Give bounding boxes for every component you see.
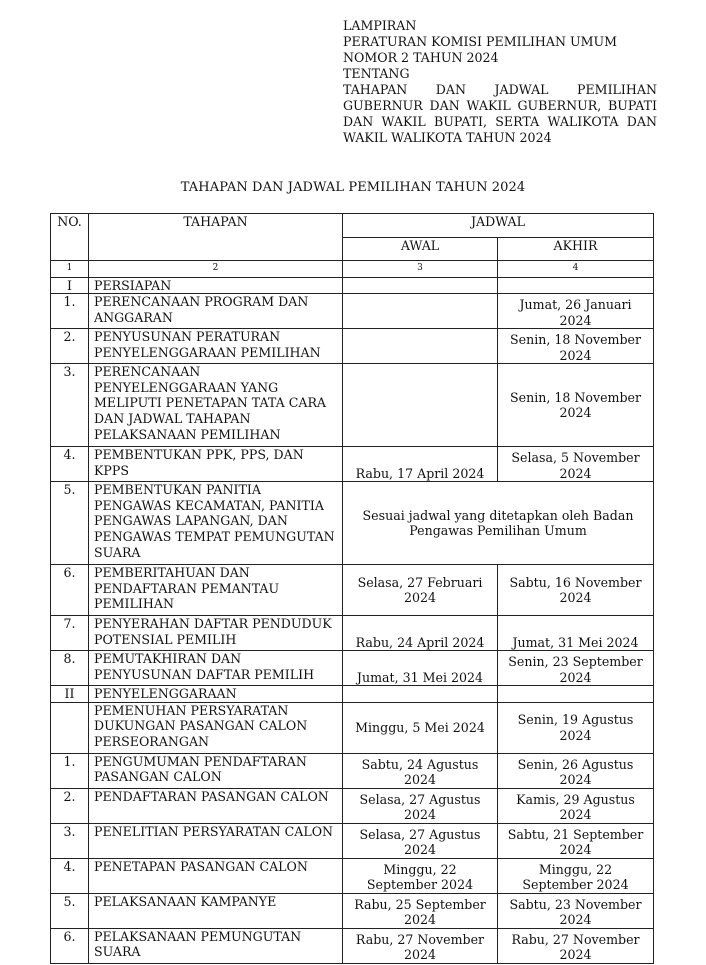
row-awal: Minggu, 22 September 2024: [343, 858, 498, 893]
row-no: [51, 702, 89, 753]
row-akhir: Senin, 23 September 2024: [498, 651, 654, 686]
row-akhir: [498, 277, 654, 294]
row-akhir: Sabtu, 21 September 2024: [498, 823, 654, 858]
table-row: [51, 858, 654, 893]
header-awal: AWAL: [343, 238, 498, 261]
header-no: NO.: [51, 214, 89, 261]
row-akhir: Senin, 19 Agustus 2024: [498, 702, 654, 753]
row-awal: Minggu, 5 Mei 2024: [343, 702, 498, 753]
row-awal: Selasa, 27 Agustus 2024: [343, 823, 498, 858]
row-merged-schedule: Sesuai jadwal yang ditetapkan oleh Badan Pengawas Pemilihan Umum: [343, 482, 654, 565]
lampiran-line: GUBERNUR DAN WAKIL GUBERNUR, BUPATI: [343, 98, 657, 113]
column-number-row: [51, 261, 654, 278]
row-no: 8.: [51, 651, 89, 686]
row-tahapan: PENETAPAN PASANGAN CALON: [89, 858, 343, 893]
table-row: [51, 294, 654, 329]
table-row: [51, 482, 654, 565]
table-row: [51, 364, 654, 447]
row-akhir: Senin, 18 November 2024: [498, 329, 654, 364]
row-tahapan: PENYUSUNAN PERATURAN PENYELENGGARAAN PEMILIHAN: [89, 329, 343, 364]
row-no: 6.: [51, 565, 89, 616]
table-row: [51, 447, 654, 482]
row-no: II: [51, 686, 89, 703]
row-no: 4.: [51, 447, 89, 482]
row-akhir: Senin, 18 November 2024: [498, 364, 654, 447]
row-tahapan: PELAKSANAAN PEMUNGUTAN SUARA: [89, 928, 343, 963]
row-no: 4.: [51, 858, 89, 893]
column-number: 1: [51, 261, 89, 278]
row-no: 3.: [51, 823, 89, 858]
row-awal: Jumat, 31 Mei 2024: [343, 651, 498, 686]
row-no: 5.: [51, 482, 89, 565]
lampiran-line: LAMPIRAN: [343, 18, 417, 33]
row-no: 2.: [51, 329, 89, 364]
row-akhir: Sabtu, 16 November 2024: [498, 565, 654, 616]
row-no: 1.: [51, 753, 89, 788]
row-no: I: [51, 277, 89, 294]
row-awal: [343, 686, 498, 703]
document-title: TAHAPAN DAN JADWAL PEMILIHAN TAHUN 2024: [180, 180, 526, 195]
row-no: 2.: [51, 788, 89, 823]
table-row: [51, 329, 654, 364]
row-tahapan: PERSIAPAN: [89, 277, 343, 294]
table-header-row: [51, 214, 654, 238]
lampiran-line: WAKIL WALIKOTA TAHUN 2024: [343, 130, 552, 145]
column-number: 3: [343, 261, 498, 278]
row-akhir: Rabu, 27 November 2024: [498, 928, 654, 963]
table-row: [51, 616, 654, 651]
row-akhir: Jumat, 26 Januari 2024: [498, 294, 654, 329]
row-no: 5.: [51, 893, 89, 928]
row-awal: [343, 277, 498, 294]
table-row: [51, 702, 654, 753]
row-tahapan: PENYELENGGARAAN: [89, 686, 343, 703]
row-tahapan: PEMBERITAHUAN DAN PENDAFTARAN PEMANTAU PEMILIHAN: [89, 565, 343, 616]
table-row: [51, 788, 654, 823]
lampiran-line: PERATURAN KOMISI PEMILIHAN UMUM: [343, 34, 618, 49]
row-akhir: [498, 686, 654, 703]
row-awal: [343, 294, 498, 329]
row-tahapan: PEMENUHAN PERSYARATAN DUKUNGAN PASANGAN CALON PERSEORANGAN: [89, 702, 343, 753]
row-tahapan: PENELITIAN PERSYARATAN CALON: [89, 823, 343, 858]
row-no: 3.: [51, 364, 89, 447]
column-number: 2: [89, 261, 343, 278]
table-row: [51, 565, 654, 616]
row-akhir: Jumat, 31 Mei 2024: [498, 616, 654, 651]
row-awal: Rabu, 17 April 2024: [343, 447, 498, 482]
row-no: 7.: [51, 616, 89, 651]
row-tahapan: PERENCANAAN PROGRAM DAN ANGGARAN: [89, 294, 343, 329]
table-row: [51, 753, 654, 788]
lampiran-line: TENTANG: [343, 66, 410, 81]
header-akhir: AKHIR: [498, 238, 654, 261]
row-no: 6.: [51, 928, 89, 963]
row-tahapan: PERENCANAAN PENYELENGGARAAN YANG MELIPUTI PENETAPAN TATA CARA DAN JADWAL TAHAPAN PELAKSANAAN PEMILIHAN: [89, 364, 343, 447]
table-row: [51, 893, 654, 928]
row-awal: Selasa, 27 Februari 2024: [343, 565, 498, 616]
lampiran-line: NOMOR 2 TAHUN 2024: [343, 50, 499, 65]
row-tahapan: PENGUMUMAN PENDAFTARAN PASANGAN CALON: [89, 753, 343, 788]
header-jadwal: JADWAL: [343, 214, 654, 238]
row-akhir: Selasa, 5 November 2024: [498, 447, 654, 482]
row-awal: [343, 364, 498, 447]
row-akhir: Senin, 26 Agustus 2024: [498, 753, 654, 788]
row-awal: Rabu, 25 September 2024: [343, 893, 498, 928]
table-row: [51, 928, 654, 963]
row-tahapan: PEMBENTUKAN PPK, PPS, DAN KPPS: [89, 447, 343, 482]
row-akhir: Kamis, 29 Agustus 2024: [498, 788, 654, 823]
schedule-table: [50, 213, 654, 964]
row-tahapan: PENYERAHAN DAFTAR PENDUDUK POTENSIAL PEMILIH: [89, 616, 343, 651]
lampiran-line: TAHAPAN DAN JADWAL PEMILIHAN: [343, 82, 657, 97]
row-no: 1.: [51, 294, 89, 329]
row-tahapan: PENDAFTARAN PASANGAN CALON: [89, 788, 343, 823]
row-awal: Selasa, 27 Agustus 2024: [343, 788, 498, 823]
row-awal: [343, 329, 498, 364]
row-tahapan: PEMBENTUKAN PANITIA PENGAWAS KECAMATAN, PANITIA PENGAWAS LAPANGAN, DAN PENGAWAS TEMPAT PEMUNGUTAN SUARA: [89, 482, 343, 565]
row-tahapan: PEMUTAKHIRAN DAN PENYUSUNAN DAFTAR PEMILIH: [89, 651, 343, 686]
table-row: [51, 651, 654, 686]
row-akhir: Sabtu, 23 November 2024: [498, 893, 654, 928]
table-row: [51, 686, 654, 703]
lampiran-header: [343, 18, 657, 146]
row-awal: Sabtu, 24 Agustus 2024: [343, 753, 498, 788]
table-row: [51, 277, 654, 294]
row-awal: Rabu, 24 April 2024: [343, 616, 498, 651]
row-tahapan: PELAKSANAAN KAMPANYE: [89, 893, 343, 928]
row-akhir: Minggu, 22 September 2024: [498, 858, 654, 893]
row-awal: Rabu, 27 November 2024: [343, 928, 498, 963]
header-tahapan: TAHAPAN: [89, 214, 343, 261]
lampiran-line: DAN WAKIL BUPATI, SERTA WALIKOTA DAN: [343, 114, 657, 129]
table-row: [51, 823, 654, 858]
column-number: 4: [498, 261, 654, 278]
